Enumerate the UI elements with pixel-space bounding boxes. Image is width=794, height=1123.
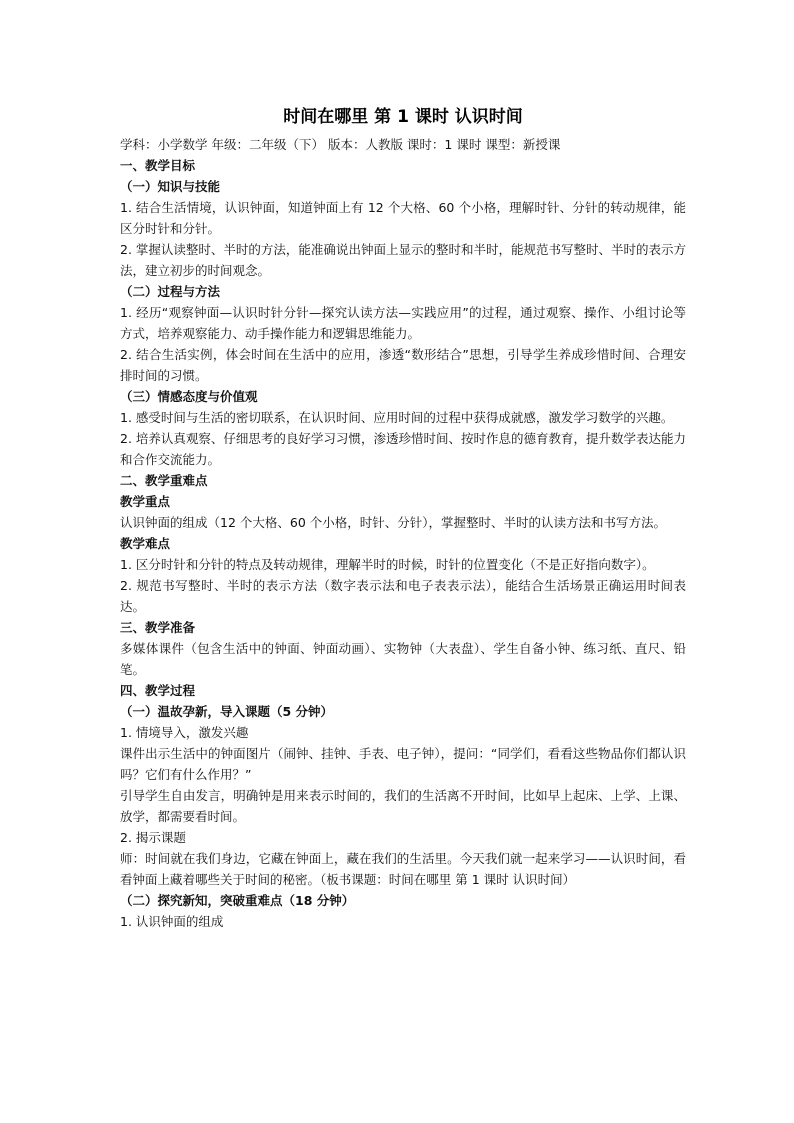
step2-item-1: 1. 认识钟面的组成 xyxy=(120,914,224,929)
heading-procedure: 四、教学过程 xyxy=(120,683,196,698)
subheading-difficult-point: 教学难点 xyxy=(120,536,171,551)
step1-text-2: 引导学生自由发言，明确钟是用来表示时间的，我们的生活离不开时间，比如早上起床、上学、上课、放学，都需要看时间。 xyxy=(120,788,686,824)
heading-goals: 一、教学目标 xyxy=(120,158,196,173)
heading-preparation: 三、教学准备 xyxy=(120,620,196,635)
preparation-text: 多媒体课件（包含生活中的钟面、钟面动画）、实物钟（大表盘）、学生自备小钟、练习纸、直尺、铅笔。 xyxy=(120,641,686,677)
heading-emotion: （三）情感态度与价值观 xyxy=(120,389,258,404)
difficult-item-1: 1. 区分时针和分针的特点及转动规律，理解半时的时候，时针的位置变化（不是正好指向数字）。 xyxy=(120,557,655,572)
key-point-text: 认识钟面的组成（12 个大格、60 个小格，时针、分针），掌握整时、半时的认读方法和书写方法。 xyxy=(120,515,667,530)
knowledge-item-2: 2. 掌握认读整时、半时的方法，能准确说出钟面上显示的整时和半时，能规范书写整时、半时的表示方法，建立初步的时间观念。 xyxy=(120,242,686,278)
knowledge-item-1: 1. 结合生活情境，认识钟面，知道钟面上有 12 个大格、60 个小格，理解时针、分针的转动规律，能区分时针和分针。 xyxy=(120,200,686,236)
heading-step-1: （一）温故孕新，导入课题（5 分钟） xyxy=(120,704,334,719)
heading-knowledge: （一）知识与技能 xyxy=(120,179,221,194)
step1-text-1: 课件出示生活中的钟面图片（闹钟、挂钟、手表、电子钟），提问：“同学们，看看这些物品你们都认识吗？它们有什么作用？” xyxy=(120,746,686,782)
process-item-1: 1. 经历“观察钟面—认识时针分针—探究认读方法—实践应用”的过程，通过观察、操作、小组讨论等方式，培养观察能力、动手操作能力和逻辑思维能力。 xyxy=(120,305,686,341)
document-body xyxy=(120,100,686,932)
document-title: 时间在哪里 第 1 课时 认识时间 xyxy=(283,107,523,127)
difficult-item-2: 2. 规范书写整时、半时的表示方法（数字表示法和电子表表示法），能结合生活场景正确运用时间表达。 xyxy=(120,578,686,614)
emotion-item-2: 2. 培养认真观察、仔细思考的良好学习习惯，渗透珍惜时间、按时作息的德育教育，提升数学表达能力和合作交流能力。 xyxy=(120,431,686,467)
step1-item-2: 2. 揭示课题 xyxy=(120,830,186,845)
heading-process: （二）过程与方法 xyxy=(120,284,221,299)
process-item-2: 2. 结合生活实例，体会时间在生活中的应用，渗透“数形结合”思想，引导学生养成珍惜时间、合理安排时间的习惯。 xyxy=(120,347,686,383)
course-meta: 学科：小学数学 年级：二年级（下） 版本：人教版 课时：1 课时 课型：新授课 xyxy=(120,137,561,152)
step1-text-3: 师：时间就在我们身边，它藏在钟面上，藏在我们的生活里。今天我们就一起来学习——认识时间，看看钟面上藏着哪些关于时间的秘密。（板书课题：时间在哪里 第 1 课时 认识时间） xyxy=(120,851,686,887)
emotion-item-1: 1. 感受时间与生活的密切联系，在认识时间、应用时间的过程中获得成就感，激发学习数学的兴趣。 xyxy=(120,410,674,425)
heading-step-2: （二）探究新知，突破重难点（18 分钟） xyxy=(120,893,355,908)
step1-item-1: 1. 情境导入，激发兴趣 xyxy=(120,725,249,740)
heading-key-difficult: 二、教学重难点 xyxy=(120,473,208,488)
subheading-key-point: 教学重点 xyxy=(120,494,171,509)
